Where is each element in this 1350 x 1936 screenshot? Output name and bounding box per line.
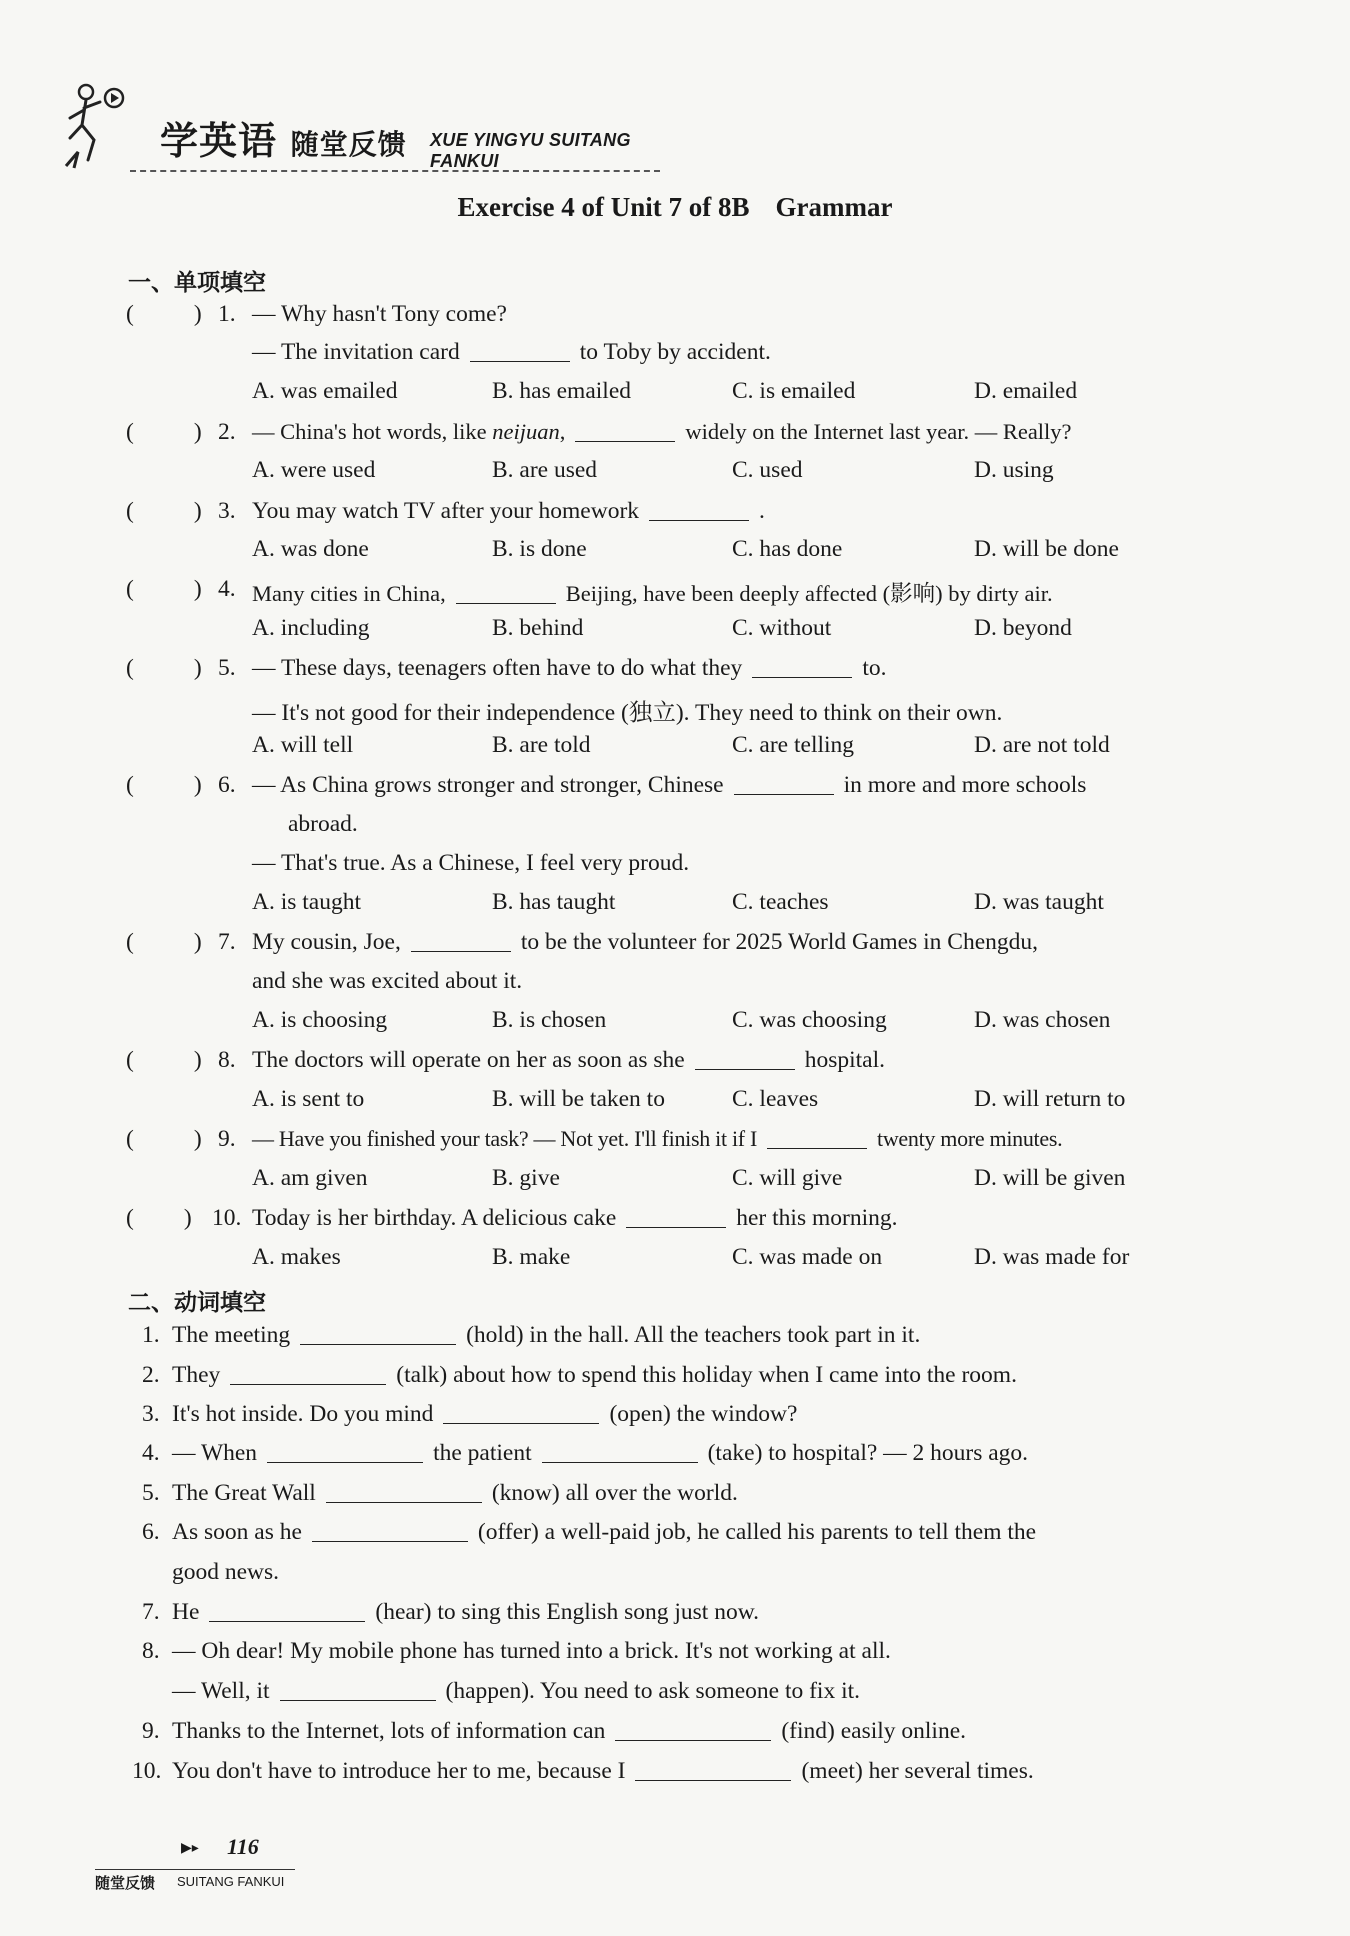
- option-a[interactable]: A. is taught: [252, 889, 362, 915]
- page-footer: [95, 1822, 345, 1912]
- option-d[interactable]: D. are not told: [974, 732, 1110, 758]
- answer-paren: ( ): [126, 576, 202, 602]
- exercise-line: As soon as he (offer) a well-paid job, he called his parents to tell them the: [172, 1519, 1037, 1545]
- question-number: 7.: [218, 929, 236, 955]
- answer-blank[interactable]: [300, 1324, 456, 1345]
- title-main: Exercise 4 of Unit 7 of 8B: [457, 192, 750, 222]
- exercise-number: 2.: [142, 1362, 160, 1388]
- brand-pinyin: XUE YINGYU SUITANG FANKUI: [430, 130, 631, 171]
- exercise-line: — When the patient (take) to hospital? — 2 hours ago.: [172, 1440, 1029, 1466]
- option-c[interactable]: C. leaves: [732, 1086, 819, 1112]
- option-b[interactable]: B. are used: [492, 457, 598, 483]
- answer-blank[interactable]: [734, 774, 834, 795]
- exercise-line: He (hear) to sing this English song just now.: [172, 1599, 760, 1625]
- option-a[interactable]: A. including: [252, 615, 370, 641]
- question-number: 10.: [212, 1205, 242, 1231]
- page-header: [60, 72, 670, 172]
- question-line: — The invitation card to Toby by accident.: [252, 339, 771, 365]
- option-c[interactable]: C. used: [732, 457, 803, 483]
- question-line: Today is her birthday. A delicious cake her this morning.: [252, 1205, 898, 1231]
- option-d[interactable]: D. was taught: [974, 889, 1104, 915]
- question-line: — China's hot words, like neijuan, widely on the Internet last year. — Really?: [252, 419, 1072, 444]
- question-number: 6.: [218, 772, 236, 798]
- option-a[interactable]: A. were used: [252, 457, 376, 483]
- option-c[interactable]: C. was choosing: [732, 1007, 887, 1033]
- question-line: The doctors will operate on her as soon as she hospital.: [252, 1047, 885, 1073]
- page-number: 116: [227, 1834, 259, 1859]
- answer-paren: ( ): [126, 1205, 192, 1231]
- option-a[interactable]: A. makes: [252, 1244, 341, 1270]
- brand-cn-sub: 随堂反馈: [290, 128, 407, 161]
- answer-blank[interactable]: [615, 1720, 771, 1741]
- answer-paren: ( ): [126, 498, 202, 524]
- exercise-line: The meeting (hold) in the hall. All the teachers took part in it.: [172, 1322, 921, 1348]
- answer-blank[interactable]: [230, 1364, 386, 1385]
- answer-paren: ( ): [126, 772, 202, 798]
- answer-blank[interactable]: [695, 1049, 795, 1070]
- exercise-line: — Well, it (happen). You need to ask someone to fix it.: [172, 1678, 861, 1704]
- option-b[interactable]: B. make: [492, 1244, 571, 1270]
- answer-blank[interactable]: [635, 1760, 791, 1781]
- option-d[interactable]: D. was chosen: [974, 1007, 1111, 1033]
- exercise-line: You don't have to introduce her to me, because I (meet) her several times.: [172, 1758, 1034, 1784]
- question-line: abroad.: [288, 811, 358, 837]
- exercise-number: 1.: [142, 1322, 160, 1348]
- footer-brand-pinyin: SUITANG FANKUI: [177, 1874, 285, 1889]
- section2-heading: 二、动词填空: [128, 1290, 266, 1316]
- exercise-line: good news.: [172, 1559, 280, 1585]
- question-line: — That's true. As a Chinese, I feel very proud.: [252, 850, 690, 876]
- option-b[interactable]: B. behind: [492, 615, 584, 641]
- question-line: — Have you finished your task? — Not yet. I'll finish it if I twenty more minutes.: [252, 1126, 1063, 1151]
- question-line: and she was excited about it.: [252, 968, 523, 994]
- footer-brand-cn: 随堂反馈: [95, 1874, 156, 1892]
- option-d[interactable]: D. beyond: [974, 615, 1072, 641]
- option-c[interactable]: C. teaches: [732, 889, 829, 915]
- question-number: 9.: [218, 1126, 236, 1152]
- option-d[interactable]: D. will be done: [974, 536, 1119, 562]
- brand-chinese: [160, 110, 407, 165]
- answer-blank[interactable]: [767, 1128, 867, 1149]
- option-b[interactable]: B. is done: [492, 536, 587, 562]
- answer-blank[interactable]: [312, 1521, 468, 1542]
- answer-blank[interactable]: [443, 1403, 599, 1424]
- option-a[interactable]: A. was emailed: [252, 378, 398, 404]
- exercise-number: 9.: [142, 1718, 160, 1744]
- answer-blank[interactable]: [626, 1207, 726, 1228]
- question-line: — These days, teenagers often have to do what they to.: [252, 655, 887, 681]
- option-a[interactable]: A. will tell: [252, 732, 354, 758]
- option-d[interactable]: D. will be given: [974, 1165, 1126, 1191]
- answer-paren: ( ): [126, 929, 202, 955]
- answer-blank[interactable]: [267, 1442, 423, 1463]
- answer-blank[interactable]: [411, 931, 511, 952]
- answer-paren: ( ): [126, 419, 202, 445]
- answer-blank[interactable]: [280, 1680, 436, 1701]
- exercise-line: Thanks to the Internet, lots of information can (find) easily online.: [172, 1718, 967, 1744]
- question-number: 4.: [218, 576, 236, 602]
- exercise-number: 10.: [132, 1758, 162, 1784]
- runner-with-play-button-icon: [64, 80, 126, 170]
- option-c[interactable]: C. is emailed: [732, 378, 856, 404]
- option-b[interactable]: B. will be taken to: [492, 1086, 665, 1112]
- question-line: My cousin, Joe, to be the volunteer for 2025 World Games in Chengdu,: [252, 929, 1039, 955]
- question-number: 3.: [218, 498, 236, 524]
- exercise-number: 5.: [142, 1480, 160, 1506]
- option-b[interactable]: B. has emailed: [492, 378, 632, 404]
- exercise-line: — Oh dear! My mobile phone has turned into a brick. It's not working at all.: [172, 1638, 891, 1664]
- option-a[interactable]: A. am given: [252, 1165, 368, 1191]
- question-number: 5.: [218, 655, 236, 681]
- question-line: Many cities in China, Beijing, have been deeply affected (影响) by dirty air.: [252, 581, 1053, 606]
- option-d[interactable]: D. emailed: [974, 378, 1078, 404]
- option-b[interactable]: B. has taught: [492, 889, 616, 915]
- option-b[interactable]: B. give: [492, 1165, 560, 1191]
- option-a[interactable]: A. is sent to: [252, 1086, 365, 1112]
- exercise-number: 6.: [142, 1519, 160, 1545]
- exercise-line: It's hot inside. Do you mind (open) the window?: [172, 1401, 798, 1427]
- option-b[interactable]: B. is chosen: [492, 1007, 607, 1033]
- option-d[interactable]: D. was made for: [974, 1244, 1130, 1270]
- question-number: 1.: [218, 301, 236, 327]
- option-d[interactable]: D. using: [974, 457, 1054, 483]
- exercise-number: 8.: [142, 1638, 160, 1664]
- exercise-number: 3.: [142, 1401, 160, 1427]
- question-number: 2.: [218, 419, 236, 445]
- option-b[interactable]: B. are told: [492, 732, 591, 758]
- arrow-icon: ▶▸: [181, 1841, 199, 1856]
- option-c[interactable]: C. has done: [732, 536, 843, 562]
- question-line: — As China grows stronger and stronger, Chinese in more and more schools: [252, 772, 1087, 798]
- answer-blank[interactable]: [209, 1601, 365, 1622]
- answer-blank[interactable]: [326, 1482, 482, 1503]
- answer-blank[interactable]: [575, 421, 675, 442]
- option-c[interactable]: C. are telling: [732, 732, 855, 758]
- answer-blank[interactable]: [542, 1442, 698, 1463]
- exercise-number: 4.: [142, 1440, 160, 1466]
- option-c[interactable]: C. will give: [732, 1165, 843, 1191]
- option-c[interactable]: C. without: [732, 615, 832, 641]
- exercise-line: They (talk) about how to spend this holiday when I came into the room.: [172, 1362, 1017, 1388]
- option-a[interactable]: A. is choosing: [252, 1007, 388, 1033]
- answer-paren: ( ): [126, 655, 202, 681]
- question-line: You may watch TV after your homework .: [252, 498, 765, 524]
- option-a[interactable]: A. was done: [252, 536, 369, 562]
- question-number: 8.: [218, 1047, 236, 1073]
- option-c[interactable]: C. was made on: [732, 1244, 883, 1270]
- answer-paren: ( ): [126, 301, 202, 327]
- answer-paren: ( ): [126, 1126, 202, 1152]
- answer-blank[interactable]: [752, 657, 852, 678]
- answer-blank[interactable]: [649, 500, 749, 521]
- answer-paren: ( ): [126, 1047, 202, 1073]
- footer-divider: [95, 1869, 295, 1870]
- brand-cn-main: 学英语: [160, 119, 278, 163]
- answer-blank[interactable]: [456, 583, 556, 604]
- question-line: — Why hasn't Tony come?: [252, 301, 507, 327]
- option-d[interactable]: D. will return to: [974, 1086, 1126, 1112]
- answer-blank[interactable]: [470, 341, 570, 362]
- page-title: [0, 192, 1350, 223]
- exercise-number: 7.: [142, 1599, 160, 1625]
- header-divider: [130, 170, 660, 172]
- section1-heading: 一、单项填空: [128, 270, 266, 296]
- exercise-line: The Great Wall (know) all over the world.: [172, 1480, 738, 1506]
- title-topic: Grammar: [775, 192, 893, 222]
- question-line: — It's not good for their independence (独立). They need to think on their own.: [252, 700, 1003, 726]
